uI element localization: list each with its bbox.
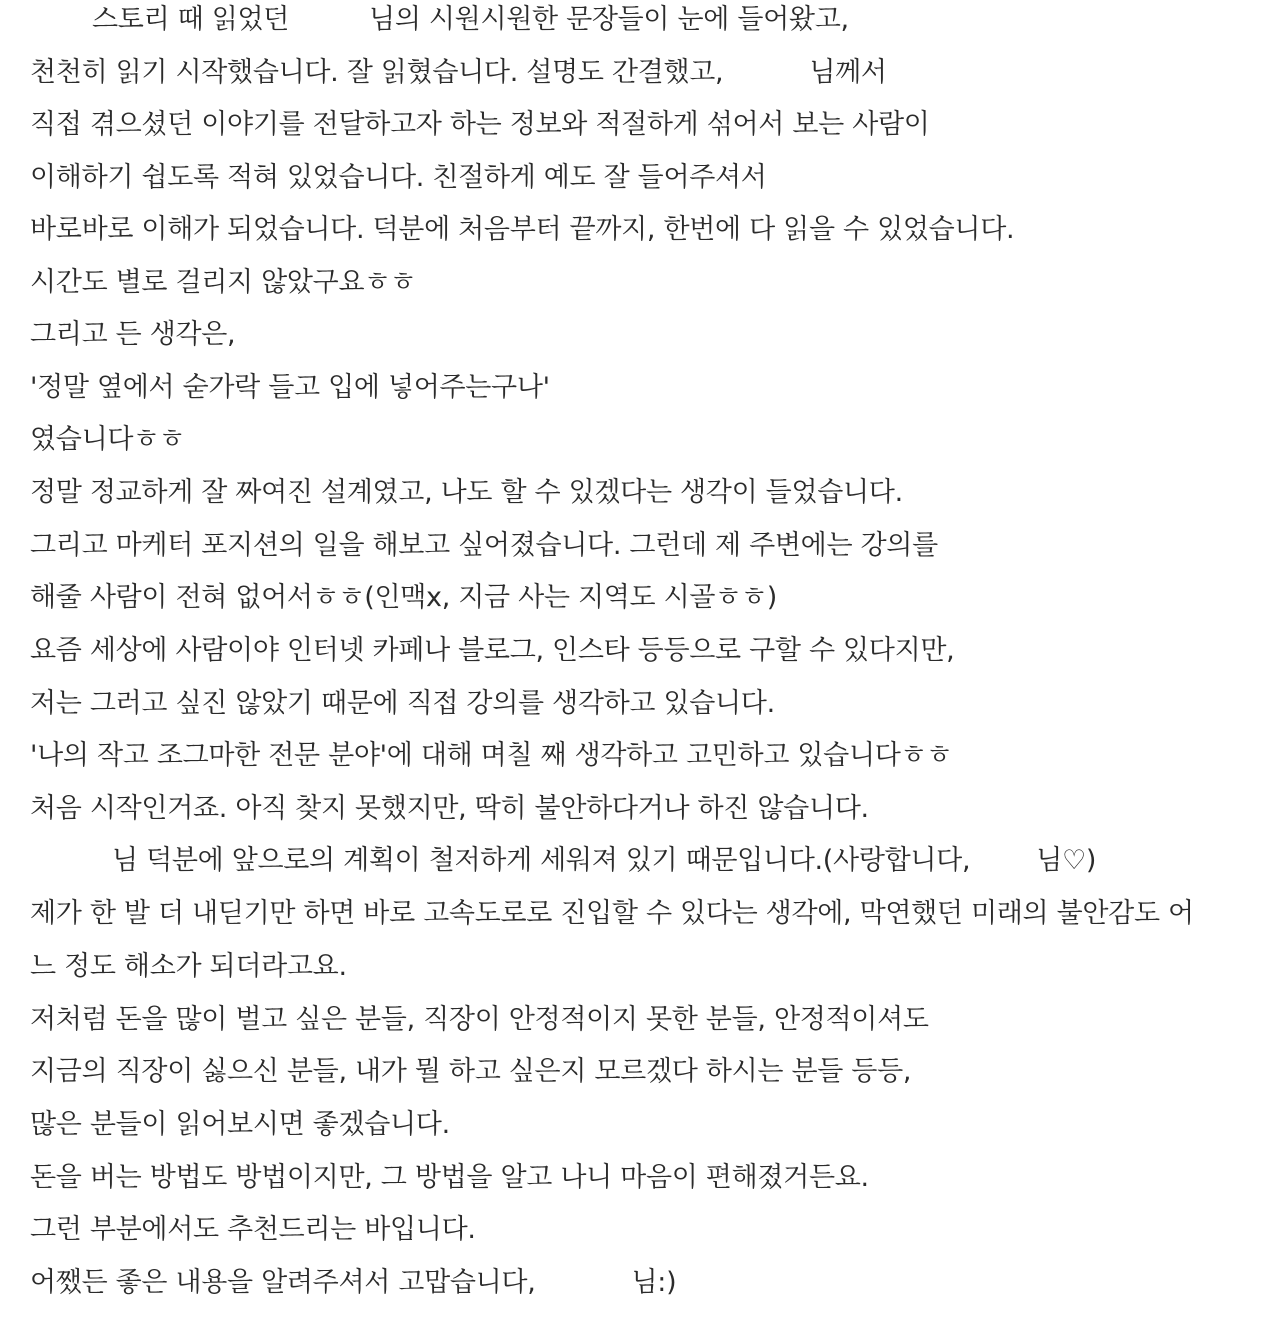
text-line-17 <box>112 843 1096 879</box>
text-line-18: 제가 한 발 더 내딛기만 하면 바로 고속도로로 진입할 수 있다는 생각에, 막연했던 미래의 불안감도 어 <box>30 898 1194 929</box>
text-line-5: 바로바로 이해가 되었습니다. 덕분에 처음부터 끝까지, 한번에 다 읽을 수 있었습니다. <box>30 214 1015 245</box>
text-line-11: 그리고 마케터 포지션의 일을 해보고 싶어졌습니다. 그런데 제 주변에는 강의를 <box>30 530 938 561</box>
text-line-14: 저는 그러고 싶진 않았기 때문에 직접 강의를 생각하고 있습니다. <box>30 688 775 719</box>
line-1-part-b: 님의 시원시원한 문장들이 눈에 들어왔고, <box>369 4 849 35</box>
text-line-22: 많은 분들이 읽어보시면 좋겠습니다. <box>30 1109 450 1140</box>
line-2-part-b: 님께서 <box>809 57 887 88</box>
text-line-8: '정말 옆에서 숟가락 들고 입에 넣어주는구나' <box>30 372 550 403</box>
line-17-part-a: 님 덕분에 앞으로의 계획이 철저하게 세워져 있기 때문입니다.(사랑합니다, <box>112 845 971 876</box>
text-line-12: 해줄 사람이 전혀 없어서ㅎㅎ(인맥x, 지금 사는 지역도 시골ㅎㅎ) <box>30 582 777 613</box>
text-line-19: 느 정도 해소가 되더라고요. <box>30 951 347 982</box>
text-line-24: 그런 부분에서도 추천드리는 바입니다. <box>30 1214 476 1245</box>
text-line-15: '나의 작고 조그마한 전문 분야'에 대해 며칠 째 생각하고 고민하고 있습니다ㅎㅎ <box>30 740 953 771</box>
line-2-part-a: 천천히 읽기 시작했습니다. 잘 읽혔습니다. 설명도 간결했고, <box>30 57 724 88</box>
text-line-13: 요즘 세상에 사람이야 인터넷 카페나 블로그, 인스타 등등으로 구할 수 있다지만, <box>30 635 955 666</box>
text-line-7: 그리고 든 생각은, <box>30 319 236 350</box>
text-line-4: 이해하기 쉽도록 적혀 있었습니다. 친절하게 예도 잘 들어주셔서 <box>30 162 767 193</box>
text-line-6: 시간도 별로 걸리지 않았구요ㅎㅎ <box>30 267 416 298</box>
text-line-1 <box>92 2 849 38</box>
text-line-9: 였습니다ㅎㅎ <box>30 424 185 455</box>
line-25-part-b: 님:) <box>631 1267 677 1298</box>
text-line-23: 돈을 버는 방법도 방법이지만, 그 방법을 알고 나니 마음이 편해졌거든요. <box>30 1162 869 1193</box>
text-line-16: 처음 시작인거죠. 아직 찾지 못했지만, 딱히 불안하다거나 하진 않습니다. <box>30 793 869 824</box>
text-line-25 <box>30 1265 676 1301</box>
text-line-2 <box>30 55 887 91</box>
text-line-21: 지금의 직장이 싫으신 분들, 내가 뭘 하고 싶은지 모르겠다 하시는 분들 등등, <box>30 1056 912 1087</box>
line-1-part-a: 스토리 때 읽었던 <box>92 4 290 35</box>
line-17-part-b: 님♡) <box>1036 845 1097 876</box>
text-line-3: 직접 겪으셨던 이야기를 전달하고자 하는 정보와 적절하게 섞어서 보는 사람이 <box>30 109 930 140</box>
text-line-10: 정말 정교하게 잘 짜여진 설계였고, 나도 할 수 있겠다는 생각이 들었습니다. <box>30 477 903 508</box>
text-line-20: 저처럼 돈을 많이 벌고 싶은 분들, 직장이 안정적이지 못한 분들, 안정적이셔도 <box>30 1004 929 1035</box>
line-25-part-a: 어쨌든 좋은 내용을 알려주셔서 고맙습니다, <box>30 1267 536 1298</box>
